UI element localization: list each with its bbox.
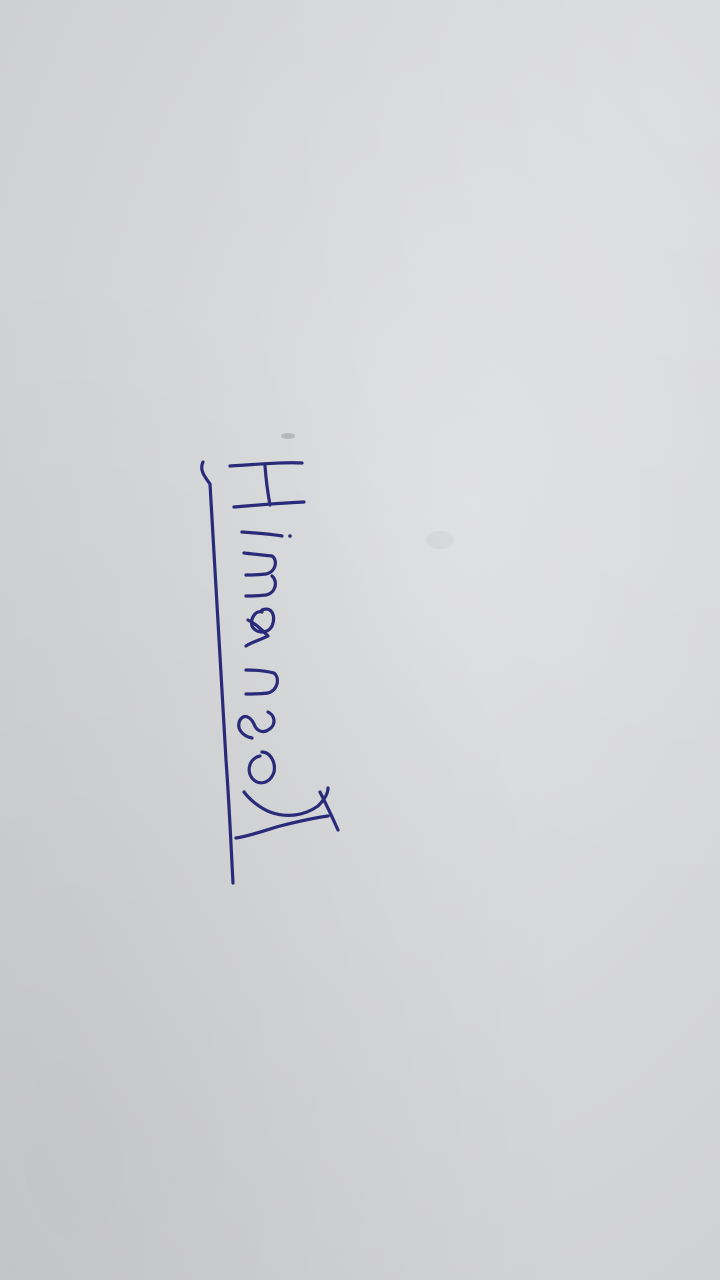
signature-letter-s	[239, 712, 274, 738]
signature-letter-a-final	[236, 752, 338, 838]
signature-strokes	[202, 462, 338, 883]
signature-letter-m	[244, 553, 275, 596]
signature-letter-i	[242, 532, 282, 536]
signature-i-dot	[288, 534, 292, 538]
signature-letter-n	[246, 670, 277, 694]
signature-letter-a	[246, 609, 274, 646]
signature-letter-h	[230, 463, 304, 507]
signature-underline	[202, 462, 233, 883]
